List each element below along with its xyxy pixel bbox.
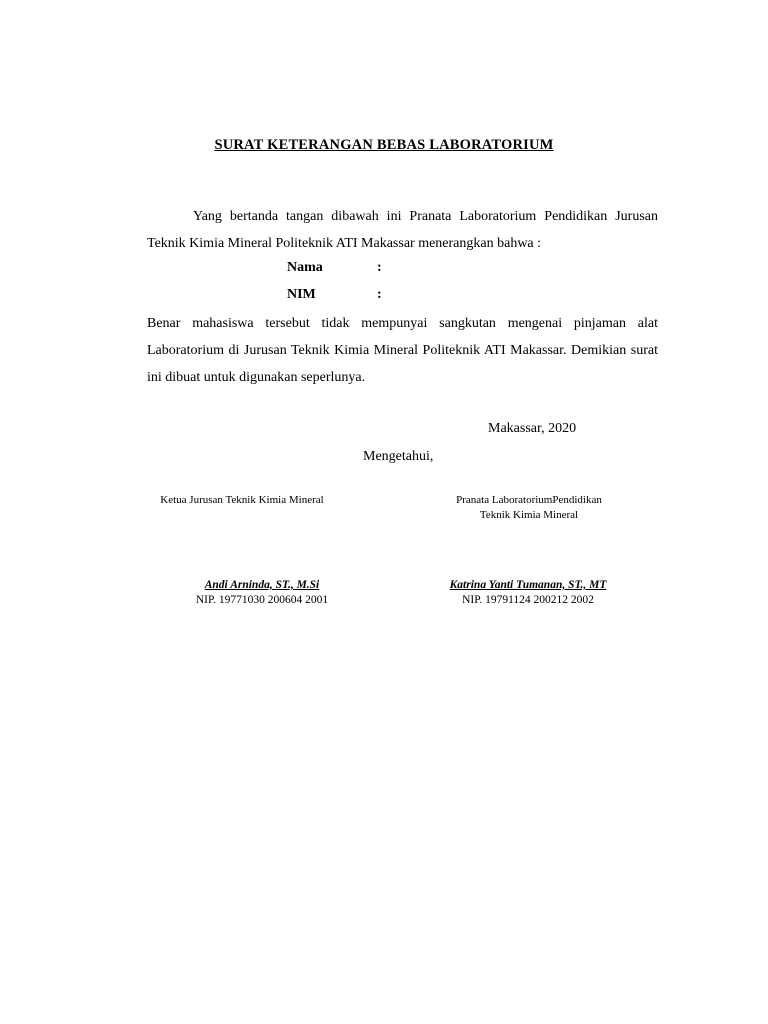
signatory-right-position: [415, 493, 643, 523]
signatory-right-position-line2: Teknik Kimia Mineral: [479, 509, 579, 521]
signatory-left-nip: NIP. 19771030 200604 2001: [195, 594, 329, 606]
signatory-right: [418, 578, 638, 608]
signatory-left: [172, 578, 352, 608]
field-separator-nim: :: [377, 287, 382, 302]
signatory-left-name: Andi Arninda, ST., M.Si: [204, 579, 320, 591]
field-label-nama: Nama: [287, 260, 323, 275]
intro-paragraph: Yang bertanda tangan dibawah ini Pranata Laboratorium Pendidikan Jurusan Teknik Kimia Mineral Politeknik ATI Makassar menerangkan bahwa :: [147, 209, 658, 251]
field-row-nim: [287, 287, 382, 303]
field-row-nama: [287, 260, 382, 276]
signatory-right-name: Katrina Yanti Tumanan, ST., MT: [449, 579, 607, 591]
place-date: Makassar, 2020: [488, 421, 577, 436]
acknowledged-label: Mengetahui,: [363, 449, 434, 464]
field-separator-nama: :: [377, 260, 382, 275]
field-label-nim: NIM: [287, 287, 316, 302]
signatory-right-position-line1: Pranata LaboratoriumPendidikan: [456, 494, 602, 506]
body-paragraph: Benar mahasiswa tersebut tidak mempunyai sangkutan mengenai pinjaman alat Laboratorium di Jurusan Teknik Kimia Mineral Politeknik ATI Makassar. Demikian surat ini dibuat untuk digunakan seperlunya.: [147, 316, 658, 385]
signatory-left-position: [142, 493, 342, 508]
document-title: SURAT KETERANGAN BEBAS LABORATORIUM: [214, 137, 554, 153]
signatory-left-position-line1: Ketua Jurusan Teknik Kimia Mineral: [160, 494, 324, 506]
signatory-right-nip: NIP. 19791124 200212 2002: [462, 594, 594, 606]
